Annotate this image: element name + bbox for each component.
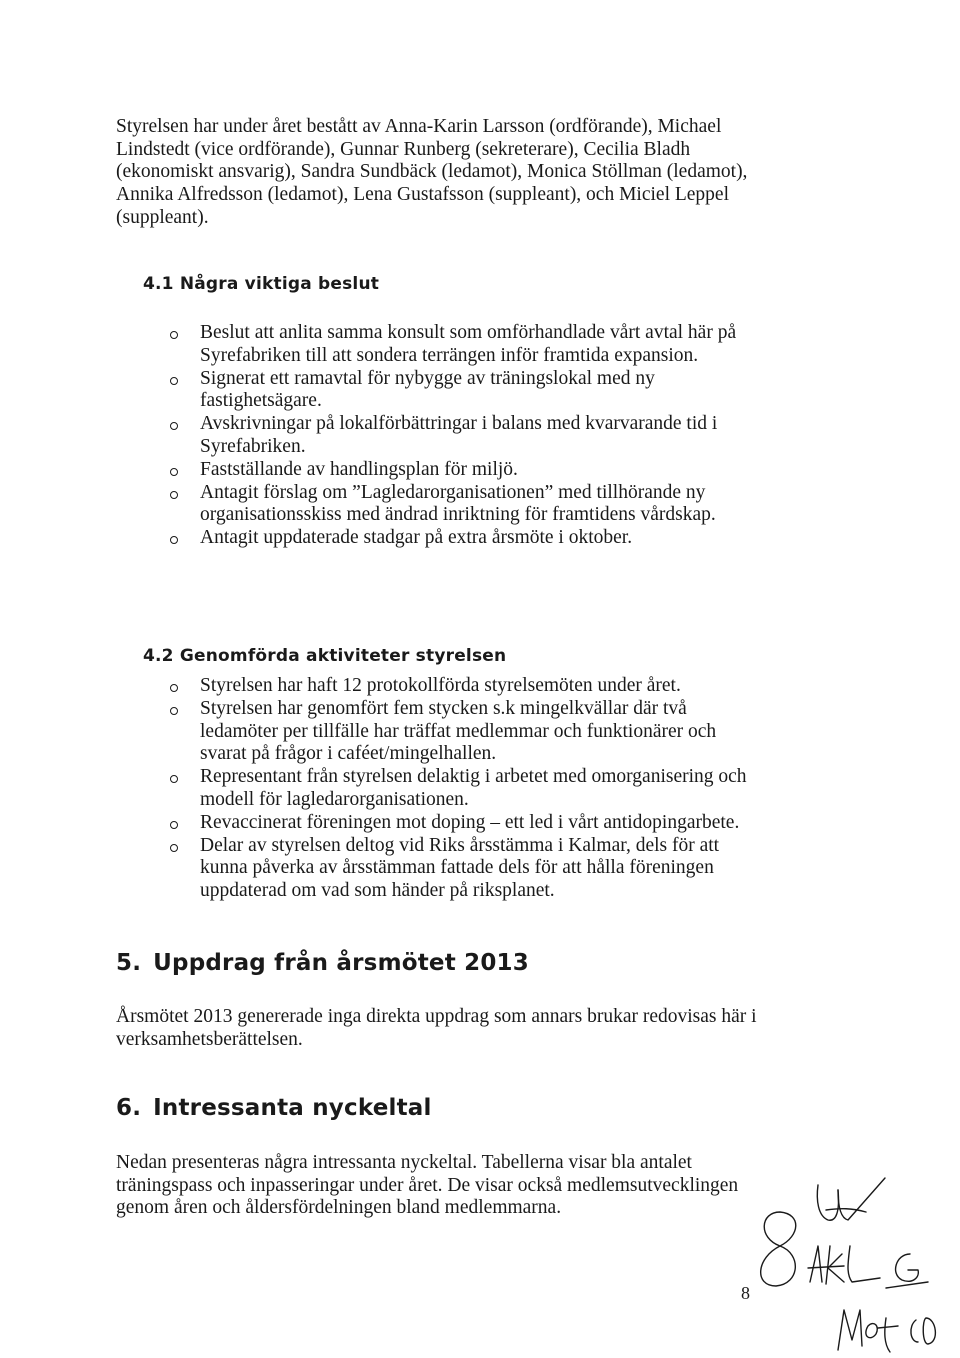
decision-item	[165, 368, 765, 414]
bullet-icon	[170, 377, 178, 385]
bullet-icon	[170, 468, 178, 476]
decision-item-text: Beslut att anlita samma konsult som omförhandlade vårt avtal här på Syrefabriken till att sondera terrängen inför framtida expansion.	[200, 322, 737, 366]
page-number: 8	[741, 1283, 750, 1303]
decision-item	[165, 527, 765, 550]
decision-item-text: Fastställande av handlingsplan för miljö.	[200, 458, 518, 480]
section-6-title: Intressanta nyckeltal	[153, 1095, 432, 1121]
decision-item-text: Signerat ett ramavtal för nybygge av träningslokal med ny fastighetsägare.	[200, 367, 655, 412]
bullet-icon	[170, 684, 178, 692]
bullet-icon	[170, 844, 178, 852]
bullet-icon	[170, 775, 178, 783]
decision-item	[165, 322, 765, 368]
activity-item	[165, 675, 765, 698]
section-6-number: 6.	[116, 1095, 142, 1121]
activity-item	[165, 812, 765, 835]
section-5-number: 5.	[116, 950, 142, 976]
section-5-heading	[116, 950, 529, 976]
decision-item-text: Antagit uppdaterade stadgar på extra årsmöte i oktober.	[200, 527, 633, 549]
bullet-icon	[170, 422, 178, 430]
section-5-paragraph: Årsmötet 2013 genererade inga direkta uppdrag som annars brukar redovisas här i verksamhetsberättelsen.	[116, 1006, 757, 1050]
decision-item-text: Avskrivningar på lokalförbättringar i balans med kvarvarande tid i Syrefabriken.	[200, 413, 718, 457]
section-6-paragraph: Nedan presenteras några intressanta nyckeltal. Tabellerna visar bla antalet träningspass och inpasseringar under året. De visar också medlemsutvecklingen genom åren och åldersfördelningen bland medlemmarna.	[116, 1152, 739, 1219]
bullet-icon	[170, 331, 178, 339]
board-members-paragraph: Styrelsen har under året bestått av Anna-Karin Larsson (ordförande), Michael Lindstedt (vice ordförande), Gunnar Runberg (sekreterare), Cecilia Bladh (ekonomiskt ansvarig), Sandra Sundbäck (ledamot), Monica Stöllman (ledamot), Annika Alfredsson (ledamot), Lena Gustafsson (suppleant), och Miciel Leppel (suppleant).	[116, 116, 748, 228]
activity-item	[165, 766, 765, 812]
section-4-1-heading: 4.1 Några viktiga beslut	[143, 274, 380, 294]
decision-item	[165, 413, 765, 459]
bullet-icon	[170, 821, 178, 829]
bullet-icon	[170, 707, 178, 715]
decision-item	[165, 482, 765, 528]
activity-item-text: Revaccinerat föreningen mot doping – ett led i vårt antidopingarbete.	[200, 811, 740, 833]
handwritten-initials-signature	[740, 1150, 960, 1358]
section-4-2-heading: 4.2 Genomförda aktiviteter styrelsen	[143, 646, 507, 666]
bullet-icon	[170, 491, 178, 499]
activity-item-text: Delar av styrelsen deltog vid Riks årsstämma i Kalmar, dels för att kunna påverka av årsstämman fattade dels för att hålla föreningen uppdaterad om vad som händer på riksplanet.	[200, 834, 720, 902]
decision-item-text: Antagit förslag om ”Lagledarorganisationen” med tillhörande ny organisationsskiss med ändrad inriktning för framtidens vårdskap.	[200, 481, 716, 526]
activity-item-text: Styrelsen har haft 12 protokollförda styrelsemöten under året.	[200, 675, 681, 696]
activity-item-text: Styrelsen har genomfört fem stycken s.k mingelkvällar där två ledamöter per tillfälle har träffat medlemmar och funktionärer och svarat på frågor i caféet/mingelhallen.	[200, 697, 717, 765]
decisions-list	[165, 322, 765, 550]
decision-item	[165, 459, 765, 482]
activity-item	[165, 698, 765, 766]
section-5-title: Uppdrag från årsmötet 2013	[153, 950, 529, 976]
activity-item-text: Representant från styrelsen delaktig i arbetet med omorganisering och modell för lagledarorganisationen.	[200, 766, 747, 810]
bullet-icon	[170, 536, 178, 544]
activity-item	[165, 835, 765, 903]
activities-list	[165, 675, 765, 903]
section-6-heading	[116, 1095, 432, 1121]
